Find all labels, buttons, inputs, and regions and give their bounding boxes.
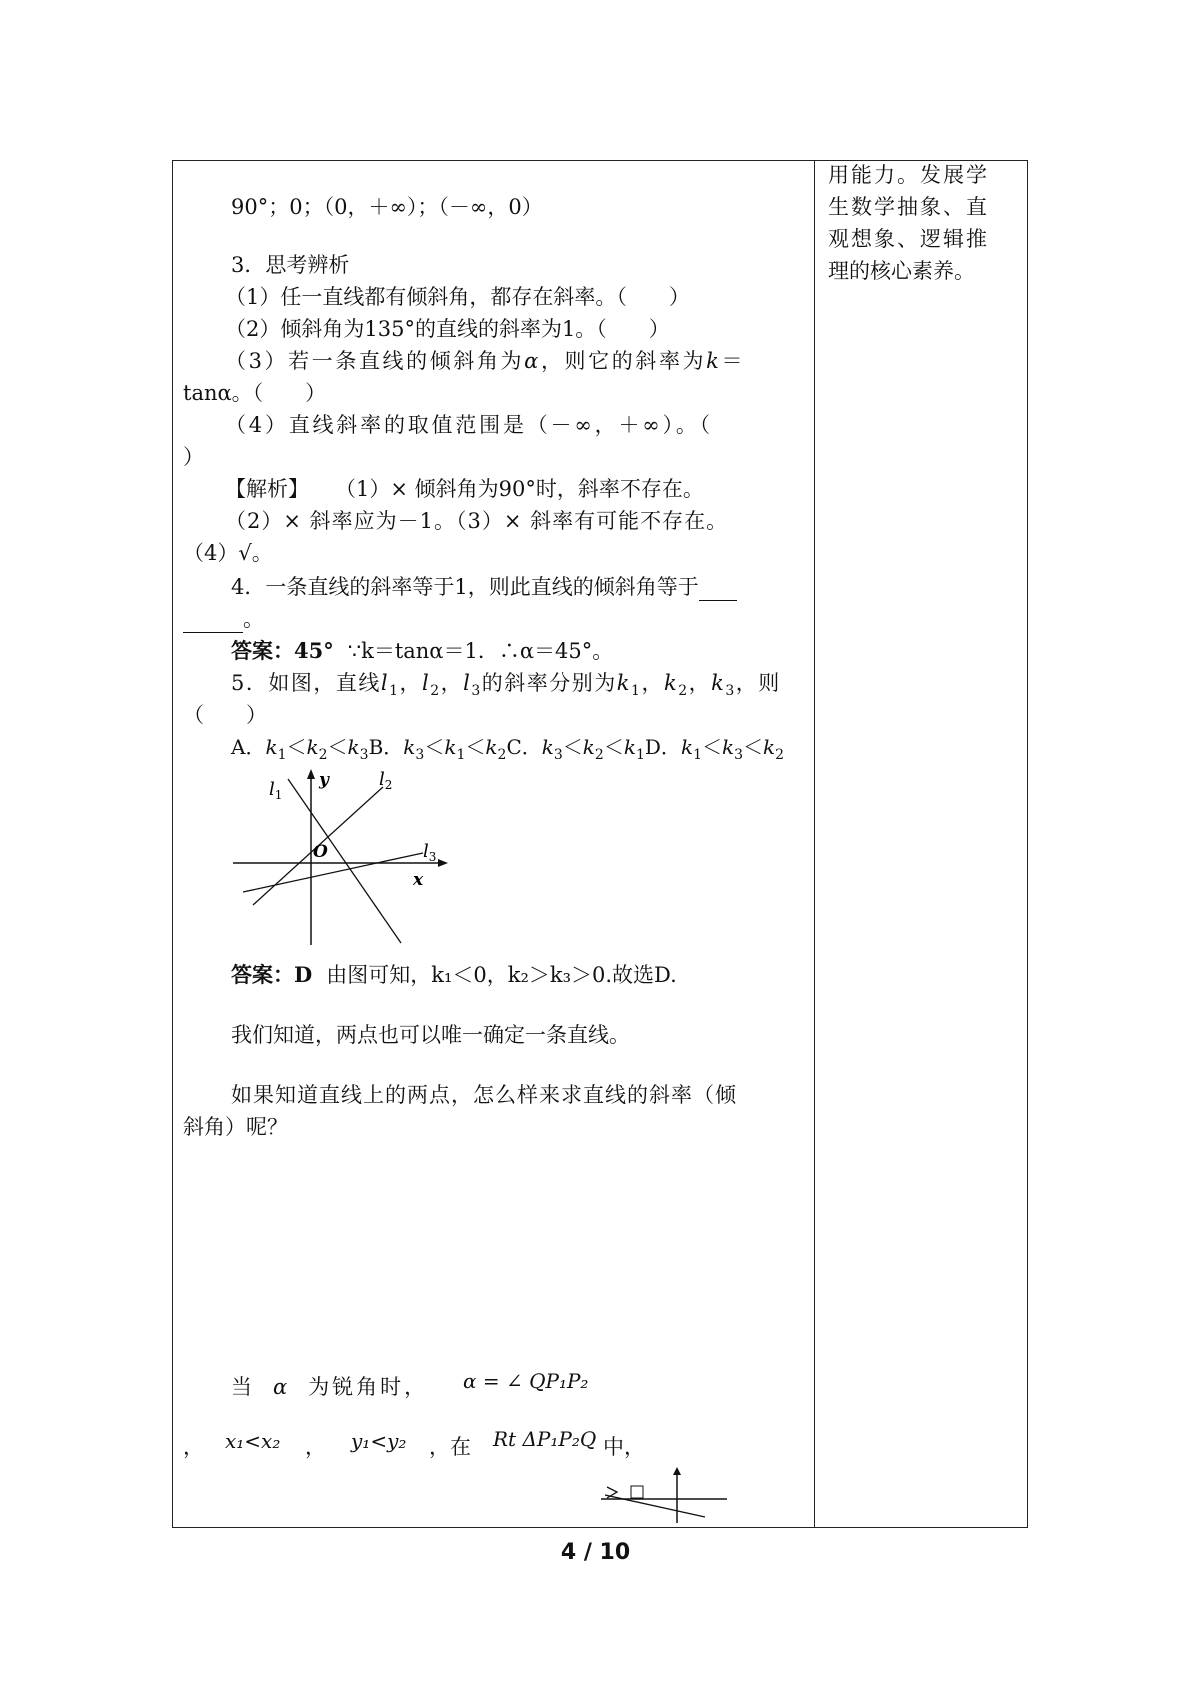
label-x: x — [413, 870, 424, 890]
y-axis-arrow — [307, 769, 315, 779]
answer-4: 答案：45° ∵k＝tanα＝1．∴α＝45°。 — [231, 638, 614, 663]
question-5: 5．如图，直线$l_1$，$l_2$，$l_3$的斜率分别为$k_1$，$k_2$，$k_3$，则 — [231, 671, 781, 700]
option-b[interactable]: B． — [368, 735, 404, 759]
in-text: ，在 — [429, 1435, 471, 1459]
side-line-4: 理的核心素养。 — [828, 259, 975, 283]
column-divider — [814, 161, 815, 1527]
question-3-item-3: （3）若一条直线的倾斜角为α，则它的斜率为k＝ — [225, 349, 746, 373]
analysis-tag: 【解析】 — [225, 477, 309, 501]
label-l3: $l_3$ — [423, 841, 437, 864]
question-two-points: 如果知道直线上的两点，怎么样来求直线的斜率（倾 — [231, 1083, 737, 1107]
formula-rt: Rt ΔP₁P₂Q — [493, 1427, 597, 1451]
side-column — [816, 161, 1027, 1527]
analysis-line-3: （4）√。 — [183, 541, 273, 565]
side-line-1: 用能力。发展学 — [828, 163, 989, 187]
question-3-item-2: （2）倾斜角为135°的直线的斜率为1。（ ） — [225, 317, 670, 341]
question-5-options: A．$k_1<k_2<k_3B$．$k_3<k_1<k_2C$．$k_3<k_2<k_1D$．$k_1<k_3<k_2$ — [231, 735, 785, 763]
option-c[interactable]: C． — [506, 735, 542, 759]
line-l3 — [243, 853, 423, 892]
small-y-arrow — [673, 1467, 681, 1475]
formula-y: y₁<y₂ — [351, 1429, 407, 1453]
answer-blank — [699, 580, 737, 601]
formula-x: x₁<x₂ — [225, 1429, 281, 1453]
side-line-2: 生数学抽象、直 — [828, 195, 989, 219]
acute-angle-text: 当 α 为锐角时， — [231, 1375, 429, 1399]
comma-2: ， — [305, 1435, 326, 1459]
question-two-points-cont: 斜角）呢？ — [183, 1115, 288, 1139]
right-angle-mark — [631, 1486, 643, 1498]
small-figure — [601, 1467, 737, 1523]
main-column — [173, 161, 814, 1527]
note-two-points: 我们知道，两点也可以唯一确定一条直线。 — [231, 1023, 630, 1047]
label-l1: $l_1$ — [269, 779, 283, 802]
question-3-title: 3．思考辨析 — [231, 253, 350, 277]
label-y: y — [319, 770, 329, 790]
analysis-line-1: 【解析】 （1）× 倾斜角为90°时，斜率不存在。 — [225, 477, 704, 501]
answer-blank-cont — [183, 612, 243, 633]
answer-5: 答案：D 由图可知，k₁＜0，k₂＞k₃＞0.故选D. — [231, 962, 677, 987]
middle-text: 中， — [603, 1435, 645, 1459]
question-5-cont: （ ） — [183, 703, 267, 727]
question-3-item-3-cont: tanα。（ ） — [183, 381, 327, 405]
question-4: 4．一条直线的斜率等于1，则此直线的倾斜角等于 — [231, 573, 737, 601]
lines-figure — [233, 765, 463, 947]
option-a[interactable]: A． — [231, 735, 266, 759]
label-l2: $l_2$ — [379, 769, 393, 792]
formula-alpha: α = ∠ QP₁P₂ — [463, 1369, 589, 1393]
question-3-item-4: （4）直线斜率的取值范围是（－∞，＋∞）。（ — [225, 413, 713, 437]
question-4-cont: 。 — [183, 605, 264, 633]
analysis-line-2: （2）× 斜率应为－1。（3）× 斜率有可能不存在。 — [225, 509, 729, 533]
answer-line: 90°；0；（0，＋∞）；（－∞，0） — [231, 195, 543, 219]
x-axis-arrow — [438, 859, 448, 867]
lesson-table — [172, 160, 1028, 1528]
page-number: 4 / 10 — [560, 1540, 631, 1565]
side-line-3: 观想象、逻辑推 — [828, 227, 989, 251]
option-d[interactable]: D． — [644, 735, 681, 759]
comma-1: ， — [183, 1435, 204, 1459]
question-3-item-1: （1）任一直线都有倾斜角，都存在斜率。（ ） — [225, 285, 690, 309]
question-3-item-4-cont: ） — [183, 445, 204, 469]
label-origin: O — [313, 842, 328, 862]
